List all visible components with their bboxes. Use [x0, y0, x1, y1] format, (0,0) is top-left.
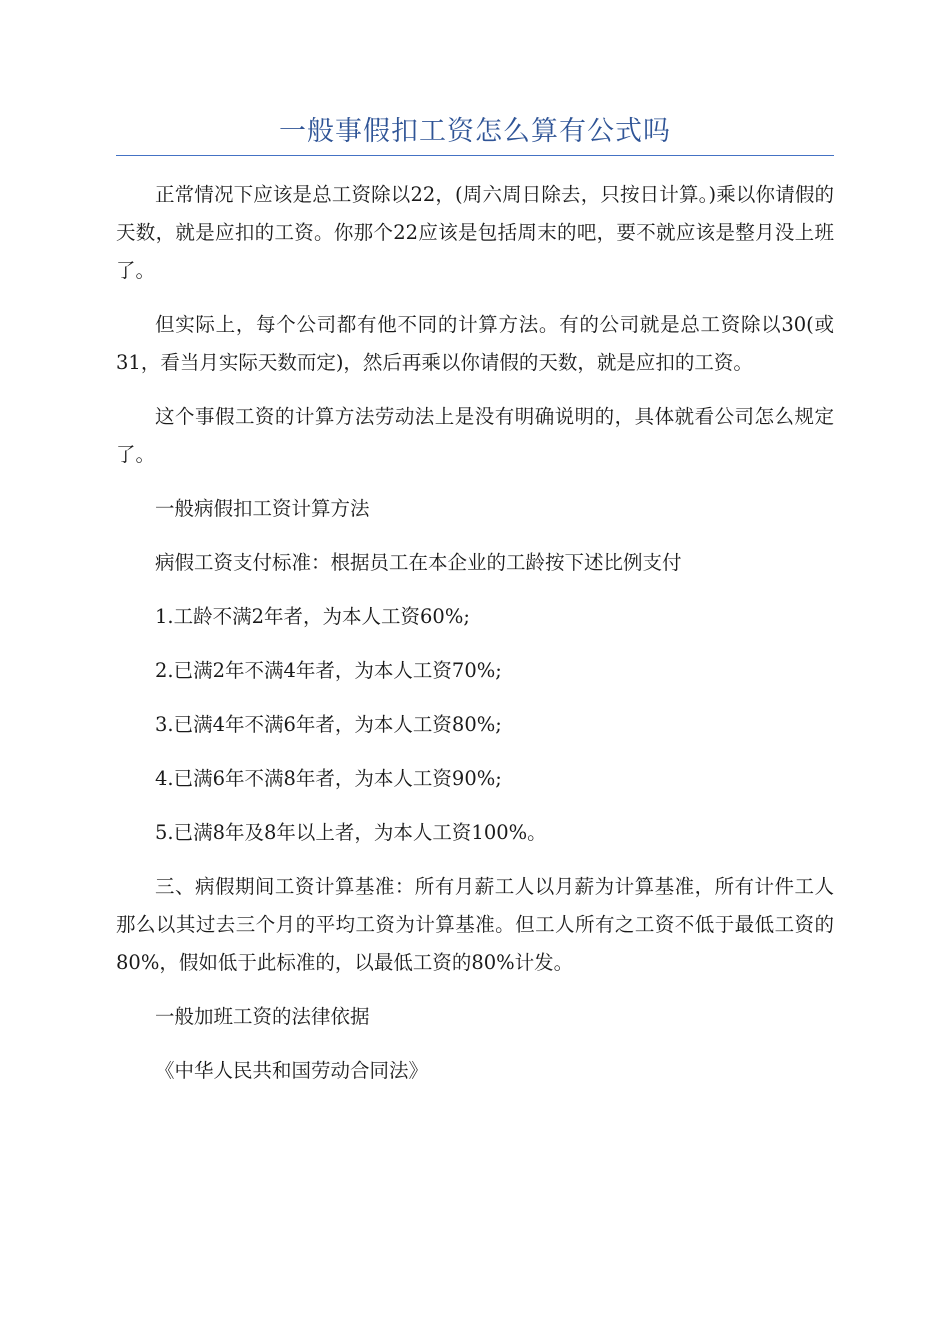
paragraph-personal-leave-formula: 正常情况下应该是总工资除以22，(周六周日除去，只按日计算。)乘以你请假的天数，就是应扣的工资。你那个22应该是包括周末的吧，要不就应该是整月没上班了。 [116, 183, 834, 282]
list-item-sick-pay-5: 5.已满8年及8年以上者，为本人工资100%。 [155, 821, 547, 844]
paragraph-labor-law-note: 这个事假工资的计算方法劳动法上是没有明确说明的，具体就看公司怎么规定了。 [116, 405, 834, 466]
paragraph-sick-pay-base: 三、病假期间工资计算基准：所有月薪工人以月薪为计算基准，所有计件工人那么以其过去三个月的平均工资为计算基准。但工人所有之工资不低于最低工资的80%，假如低于此标准的，以最低工资的80%计发。 [116, 875, 834, 974]
document-page [116, 112, 834, 1090]
paragraph-company-methods: 但实际上，每个公司都有他不同的计算方法。有的公司就是总工资除以30(或31，看当月实际天数而定)，然后再乘以你请假的天数，就是应扣的工资。 [116, 313, 834, 374]
paragraph-labor-contract-law: 《中华人民共和国劳动合同法》 [155, 1059, 429, 1082]
list-item-sick-pay-4: 4.已满6年不满8年者，为本人工资90%; [155, 767, 502, 790]
document-title: 一般事假扣工资怎么算有公式吗 [116, 112, 834, 156]
list-item-sick-pay-2: 2.已满2年不满4年者，为本人工资70%; [155, 659, 502, 682]
list-item-sick-pay-1: 1.工龄不满2年者，为本人工资60%; [155, 605, 470, 628]
paragraph-sick-pay-standard: 病假工资支付标准：根据员工在本企业的工龄按下述比例支付 [155, 551, 682, 574]
heading-sick-leave-method: 一般病假扣工资计算方法 [155, 497, 370, 520]
list-item-sick-pay-3: 3.已满4年不满6年者，为本人工资80%; [155, 713, 502, 736]
heading-overtime-legal-basis: 一般加班工资的法律依据 [155, 1005, 370, 1028]
